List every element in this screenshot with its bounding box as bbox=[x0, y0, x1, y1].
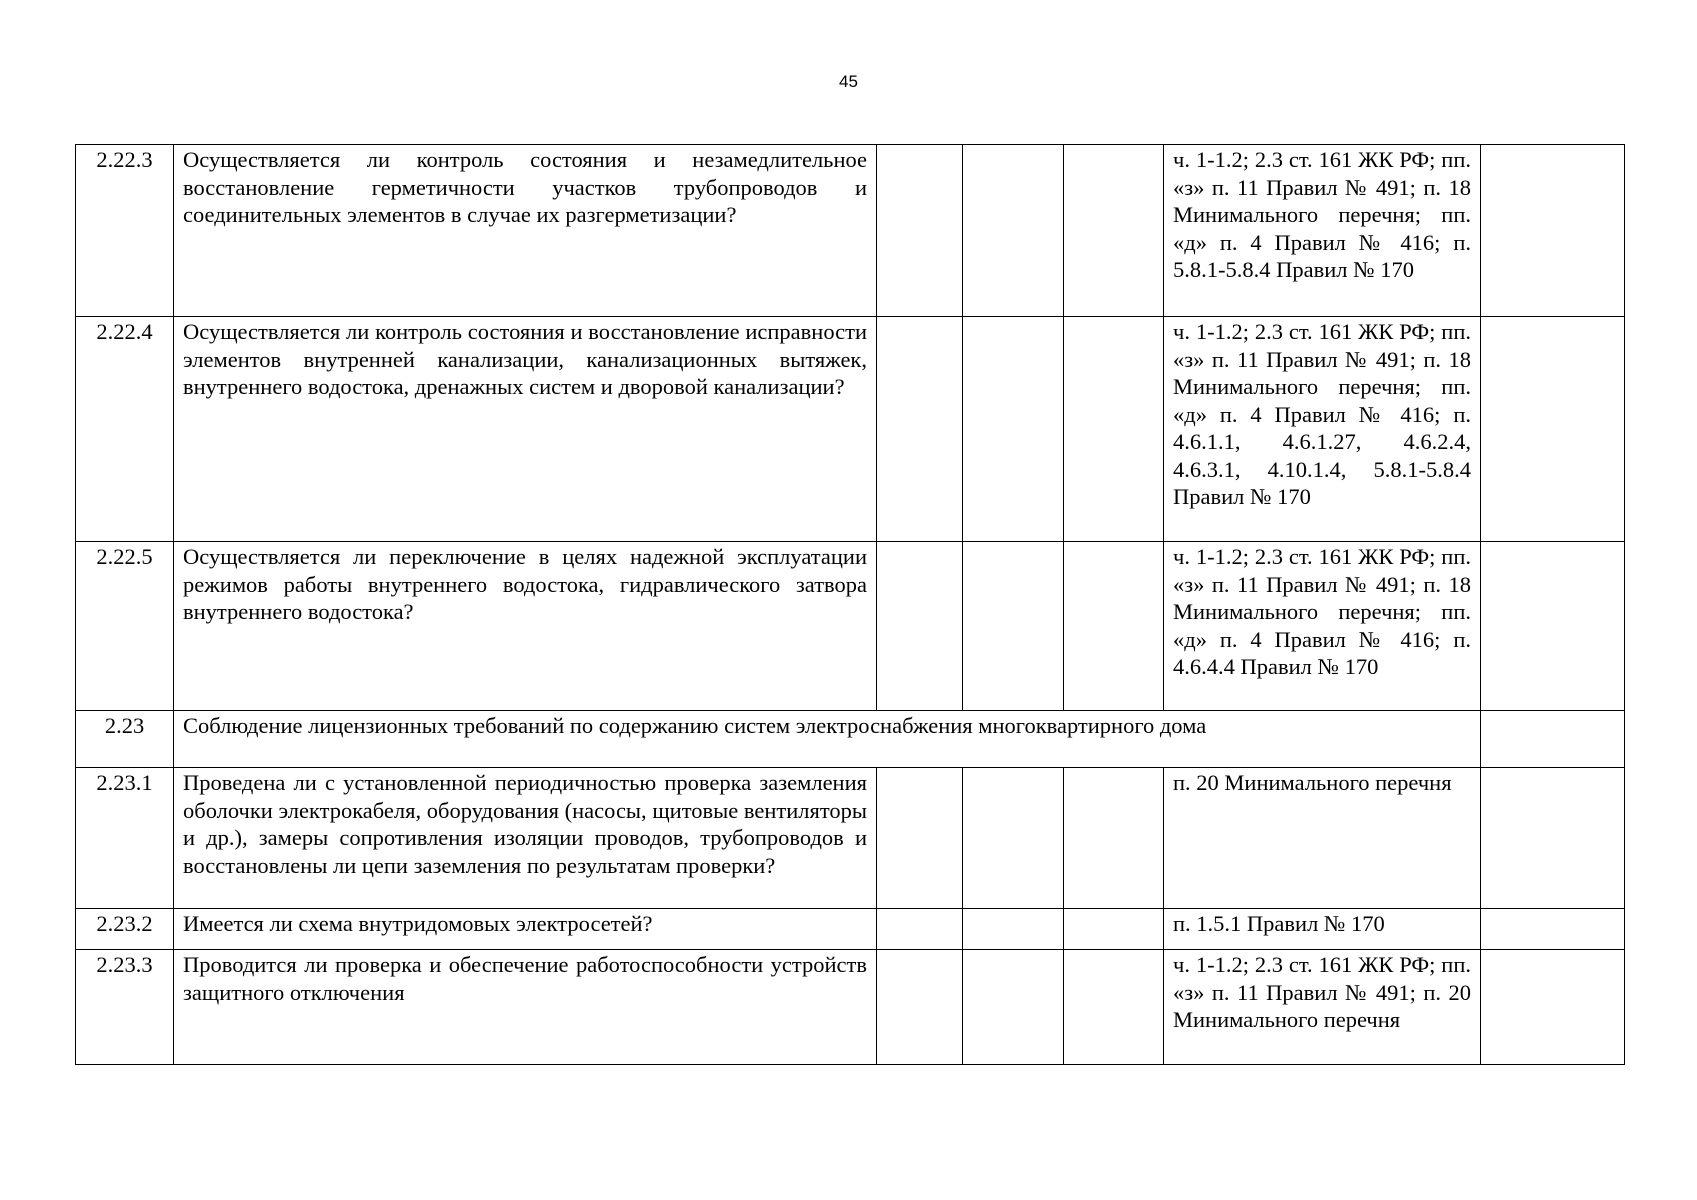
page-number: 45 bbox=[839, 72, 858, 91]
answer-no-cell bbox=[963, 768, 1064, 909]
checklist-table bbox=[75, 144, 1625, 1065]
answer-na-cell bbox=[1064, 145, 1164, 317]
answer-yes-cell bbox=[877, 145, 963, 317]
answer-yes-cell bbox=[877, 768, 963, 909]
answer-yes-cell bbox=[877, 909, 963, 950]
table-row bbox=[76, 950, 1625, 1065]
answer-yes-cell bbox=[877, 542, 963, 711]
answer-yes-cell bbox=[877, 950, 963, 1065]
question-cell: Осуществляется ли переключение в целях надежной эксплуатации режимов работы внутреннего водостока, гидравлического затвора внутреннего водостока? bbox=[174, 542, 877, 711]
section-number: 2.23 bbox=[76, 711, 174, 768]
row-number: 2.22.3 bbox=[76, 145, 174, 317]
answer-na-cell bbox=[1064, 317, 1164, 542]
row-number: 2.23.1 bbox=[76, 768, 174, 909]
note-cell bbox=[1481, 542, 1625, 711]
table-row bbox=[76, 145, 1625, 317]
row-number: 2.22.4 bbox=[76, 317, 174, 542]
note-cell bbox=[1481, 909, 1625, 950]
note-cell bbox=[1481, 317, 1625, 542]
answer-no-cell bbox=[963, 909, 1064, 950]
row-number: 2.22.5 bbox=[76, 542, 174, 711]
table-row bbox=[76, 909, 1625, 950]
question-cell: Имеется ли схема внутридомовых электросетей? bbox=[174, 909, 877, 950]
answer-na-cell bbox=[1064, 768, 1164, 909]
section-row bbox=[76, 711, 1625, 768]
answer-na-cell bbox=[1064, 950, 1164, 1065]
reference-cell: п. 1.5.1 Правил № 170 bbox=[1164, 909, 1481, 950]
table-row bbox=[76, 542, 1625, 711]
answer-no-cell bbox=[963, 145, 1064, 317]
table-row bbox=[76, 768, 1625, 909]
reference-cell: ч. 1-1.2; 2.3 ст. 161 ЖК РФ; пп. «з» п. 11 Правил № 491; п. 18 Минимального перечня; пп. «д» п. 4 Правил № 416; п. 4.6.1.1, 4.6.1.27, 4.6.2.4, 4.6.3.1, 4.10.1.4, 5.8.1-5.8.4 Правил № 170 bbox=[1164, 317, 1481, 542]
reference-cell: ч. 1-1.2; 2.3 ст. 161 ЖК РФ; пп. «з» п. 11 Правил № 491; п. 18 Минимального перечня; пп. «д» п. 4 Правил № 416; п. 5.8.1-5.8.4 Правил № 170 bbox=[1164, 145, 1481, 317]
row-number: 2.23.2 bbox=[76, 909, 174, 950]
answer-no-cell bbox=[963, 542, 1064, 711]
question-cell: Осуществляется ли контроль состояния и восстановление исправности элементов внутренней канализации, канализационных вытяжек, внутреннего водостока, дренажных систем и дворовой канализации? bbox=[174, 317, 877, 542]
reference-cell: п. 20 Минимального перечня bbox=[1164, 768, 1481, 909]
note-cell bbox=[1481, 145, 1625, 317]
reference-cell: ч. 1-1.2; 2.3 ст. 161 ЖК РФ; пп. «з» п. 11 Правил № 491; п. 20 Минимального перечня bbox=[1164, 950, 1481, 1065]
question-cell: Проводится ли проверка и обеспечение работоспособности устройств защитного отключения bbox=[174, 950, 877, 1065]
answer-no-cell bbox=[963, 950, 1064, 1065]
reference-cell: ч. 1-1.2; 2.3 ст. 161 ЖК РФ; пп. «з» п. 11 Правил № 491; п. 18 Минимального перечня; пп. «д» п. 4 Правил № 416; п. 4.6.4.4 Правил № 170 bbox=[1164, 542, 1481, 711]
question-cell: Осуществляется ли контроль состояния и незамедлительное восстановление герметичности участков трубопроводов и соединительных элементов в случае их разгерметизации? bbox=[174, 145, 877, 317]
answer-na-cell bbox=[1064, 542, 1164, 711]
note-cell bbox=[1481, 711, 1625, 768]
note-cell bbox=[1481, 768, 1625, 909]
answer-no-cell bbox=[963, 317, 1064, 542]
answer-yes-cell bbox=[877, 317, 963, 542]
note-cell bbox=[1481, 950, 1625, 1065]
table-row bbox=[76, 317, 1625, 542]
section-title: Соблюдение лицензионных требований по содержанию систем электроснабжения многоквартирного дома bbox=[174, 711, 1481, 768]
answer-na-cell bbox=[1064, 909, 1164, 950]
row-number: 2.23.3 bbox=[76, 950, 174, 1065]
question-cell: Проведена ли с установленной периодичностью проверка заземления оболочки электрокабеля, оборудования (насосы, щитовые вентиляторы и др.), замеры сопротивления изоляции проводов, трубопроводов и восстановлены ли цепи заземления по результатам проверки? bbox=[174, 768, 877, 909]
